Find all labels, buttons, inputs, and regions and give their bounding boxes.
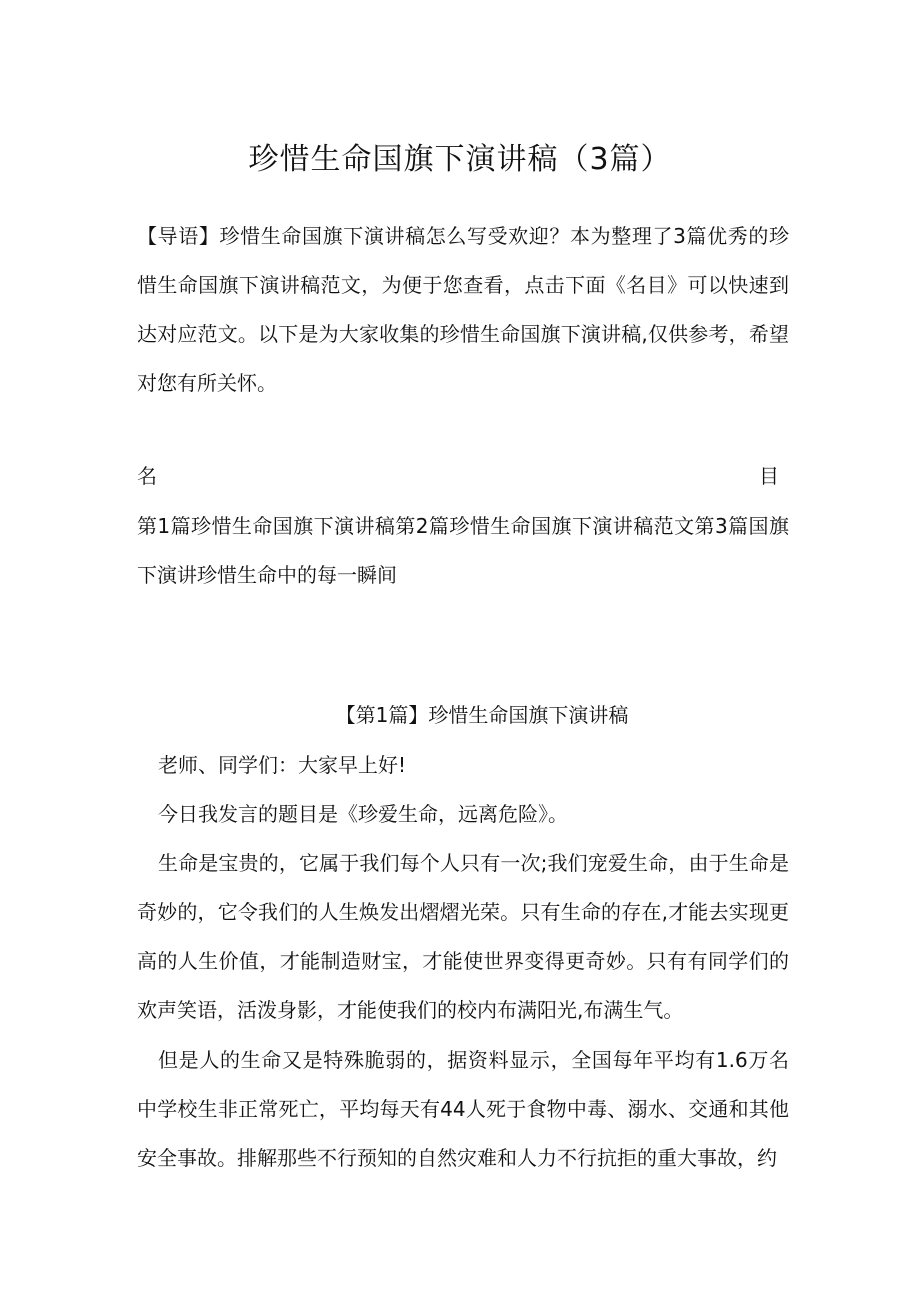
document-title: 珍惜生命国旗下演讲稿（3篇） [248, 142, 672, 177]
fragile-paragraph: 但是人的生命又是特殊脆弱的，据资料显示，全国每年平均有1.6万名中学校生非正常死亡，平均每天有44人死于食物中毒、溺水、交通和其他安全事故。排解那些不行预知的自然灾难和人力不行抗拒的重大事故，约 [137, 1048, 789, 1170]
life-paragraph: 生命是宝贵的，它属于我们每个人只有一次;我们宠爱生命，由于生命是奇妙的，它令我们的人生焕发出熠熠光荣。只有生命的存在,才能去实现更高的人生价值，才能制造财宝，才能使世界变得更奇妙。只有有同学们的欢声笑语，活泼身影，才能使我们的校内布满阳光,布满生气。 [137, 851, 789, 1022]
toc-label-left: 名 [137, 464, 157, 488]
intro-paragraph: 【导语】珍惜生命国旗下演讲稿怎么写受欢迎？本为整理了3篇优秀的珍惜生命国旗下演讲稿范文，为便于您查看，点击下面《名目》可以快速到达对应范文。以下是为大家收集的珍惜生命国旗下演讲稿,仅供参考，希望对您有所关怀。 [137, 224, 789, 395]
topic-paragraph: 今日我发言的题目是《珍爱生命，远离危险》。 [158, 802, 568, 826]
toc-label-right: 目 [759, 464, 779, 488]
greeting-paragraph: 老师、同学们：大家早上好! [158, 753, 407, 777]
section-1-heading: 【第1篇】珍惜生命国旗下演讲稿 [335, 703, 629, 727]
toc-heading [137, 456, 779, 496]
toc-entries: 第1篇珍惜生命国旗下演讲稿第2篇珍惜生命国旗下演讲稿范文第3篇国旗下演讲珍惜生命中的每一瞬间 [137, 514, 789, 587]
